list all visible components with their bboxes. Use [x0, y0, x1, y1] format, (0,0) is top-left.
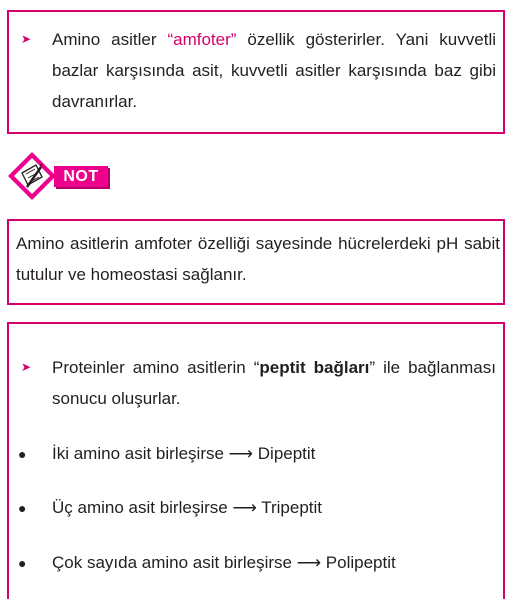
list-item: [18, 551, 396, 575]
list-item: [18, 496, 322, 520]
peptide-paragraph: [52, 352, 496, 414]
amfoter-highlight: “amfoter”: [167, 30, 237, 49]
arrowhead-icon: ➤: [21, 360, 32, 374]
paragraph-text: özellik gösterirler. Yani kuvvetli bazlar karşısında asit, kuvvetli asitler karşısında baz gibi davranırlar.: [52, 30, 496, 111]
paragraph-text: Proteinler amino asitlerin “: [52, 358, 260, 377]
paragraph-text: ” ile bağlanması sonucu oluşurlar.: [52, 358, 496, 408]
list-item-text: Çok sayıda amino asit birleşirse ⟶ Polipeptit: [52, 553, 396, 572]
arrowhead-icon: ➤: [21, 32, 32, 46]
note-paragraph: Amino asitlerin amfoter özelliği sayesinde hücrelerdeki pH sabit tutulur ve homeostasi sağlanır.: [16, 234, 500, 284]
peptide-bond-bold: peptit bağları: [259, 358, 370, 377]
bullet-icon: ●: [18, 555, 27, 571]
list-item-text: İki amino asit birleşirse ⟶ Dipeptit: [52, 444, 316, 463]
bullet-icon: ●: [18, 500, 27, 516]
note-label: NOT: [54, 166, 108, 187]
amfoter-paragraph: [52, 24, 496, 117]
bullet-icon: ●: [18, 446, 27, 462]
list-item-text: Üç amino asit birleşirse ⟶ Tripeptit: [52, 498, 323, 517]
pencil-note-icon: [7, 151, 57, 201]
paragraph-text: Amino asitler: [52, 30, 168, 49]
list-item: [18, 442, 315, 466]
